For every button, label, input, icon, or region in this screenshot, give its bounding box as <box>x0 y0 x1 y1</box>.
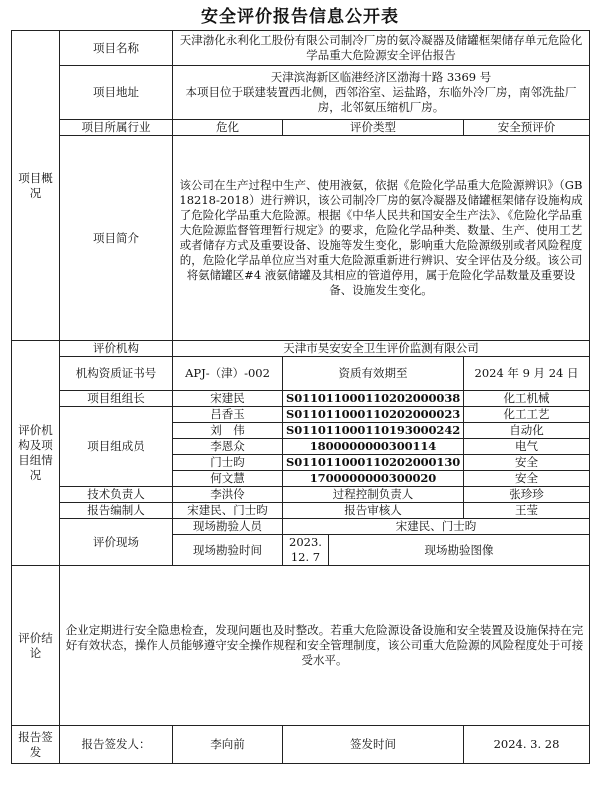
survey-person-label: 现场勘验人员 <box>173 519 283 535</box>
eval-type-label: 评价类型 <box>283 120 464 136</box>
member-code: 1800000000300114 <box>283 439 464 455</box>
section-project-overview-label: 项目概况 <box>18 170 53 200</box>
validity-label: 资质有效期至 <box>283 357 464 391</box>
member-name: 门士昀 <box>173 455 283 471</box>
section-project-overview <box>12 31 60 341</box>
member-field: 化工工艺 <box>464 407 590 423</box>
section-sign-label: 报告签发 <box>18 729 53 759</box>
leader-name: 宋建民 <box>173 391 283 407</box>
survey-image-label: 现场勘验图像 <box>329 535 590 566</box>
member-name: 李恩众 <box>173 439 283 455</box>
tech-lead-label: 技术负责人 <box>60 487 173 503</box>
section-site <box>60 519 173 566</box>
leader-code: S011011000110202000038 <box>283 391 464 407</box>
section-org-label: 评价机构及项目组情况 <box>18 423 53 482</box>
signer-label: 报告签发人： <box>60 726 173 764</box>
section-conclusion <box>12 566 60 726</box>
conclusion-text: 企业定期进行安全隐患检查，发现问题也及时整改。若重大危险源设备设施和安全装置及设施保持在完好有效状态，操作人员能够遵守安全操作规程和安全管理制度，该公司重大危险源的风险程度处于可接受水平。 <box>60 566 590 726</box>
sign-date-label: 签发时间 <box>283 726 464 764</box>
process-lead-label: 过程控制负责人 <box>283 487 464 503</box>
report-table <box>11 30 590 764</box>
section-sign <box>12 726 60 764</box>
signer-value: 李向前 <box>173 726 283 764</box>
member-name: 吕香玉 <box>173 407 283 423</box>
cert-value: APJ-（津）-002 <box>173 357 283 391</box>
project-address-cell <box>173 66 590 120</box>
member-name: 刘 伟 <box>173 423 283 439</box>
reviewer-value: 王莹 <box>464 503 590 519</box>
writer-value: 宋建民、门士昀 <box>173 503 283 519</box>
page-title: 安全评价报告信息公开表 <box>201 7 399 27</box>
member-field: 安全 <box>464 471 590 487</box>
member-field: 安全 <box>464 455 590 471</box>
project-address-value: 天津滨海新区临港经济区渤海十路 3369 号 <box>270 70 492 84</box>
validity-value: 2024 年 9 月 24 日 <box>464 357 590 391</box>
member-code: S011011000110202000130 <box>283 455 464 471</box>
project-name-value: 天津渤化永利化工股份有限公司制冷厂房的氨冷凝器及储罐框架储存单元危险化学品重大危险源安全评估报告 <box>173 31 590 66</box>
member-field: 电气 <box>464 439 590 455</box>
member-field: 自动化 <box>464 423 590 439</box>
project-name-label: 项目名称 <box>60 31 173 66</box>
survey-person-value: 宋建民、门士昀 <box>283 519 590 535</box>
survey-time-value: 2023. 12. 7 <box>283 535 329 566</box>
sign-date-value: 2024. 3. 28 <box>464 726 590 764</box>
industry-value: 危化 <box>173 120 283 136</box>
cert-label: 机构资质证书号 <box>60 357 173 391</box>
eval-type-value: 安全预评价 <box>464 120 590 136</box>
leader-field: 化工机械 <box>464 391 590 407</box>
project-intro-label: 项目简介 <box>60 136 173 341</box>
member-code: 1700000000300020 <box>283 471 464 487</box>
section-conclusion-label: 评价结论 <box>18 630 53 660</box>
section-site-label: 评价现场 <box>93 534 139 549</box>
member-code: S011011000110193000242 <box>283 423 464 439</box>
members-label: 项目组成员 <box>60 407 173 487</box>
reviewer-label: 报告审核人 <box>283 503 464 519</box>
writer-label: 报告编制人 <box>60 503 173 519</box>
member-code: S011011000110202000023 <box>283 407 464 423</box>
agency-label: 评价机构 <box>60 341 173 357</box>
section-org <box>12 341 60 566</box>
tech-lead-value: 李洪伶 <box>173 487 283 503</box>
process-lead-value: 张珍珍 <box>464 487 590 503</box>
industry-label: 项目所属行业 <box>60 120 173 136</box>
project-address-label: 项目地址 <box>60 66 173 120</box>
survey-time-label: 现场勘验时间 <box>173 535 283 566</box>
project-intro-text: 该公司在生产过程中生产、使用液氨，依据《危险化学品重大危险源辨识》（GB 18218-2018）进行辨识，该公司制冷厂房的氨冷凝器及储罐框架储存设施构成了危险化学品重大危险源。根据《中华人民共和国安全生产法》、《危险化学品重大危险源监督管理暂行规定》的要求，危险化学品种类、数量、生产、使用工艺或者储存方式及重要设备、设施等发生变化，影响重大危险源级别或者风险程度的，危险化学品单位应当对重大危险源重新进行辨识、安全评估及分级。该公司将氨储罐区#4 液氨储罐及其相应的管道停用，属于危险化学品数量及重要设备、设施发生变化。 <box>173 136 590 341</box>
project-address-note: 本项目位于联建装置西北侧，西邻浴室、运盐路，东临外冷厂房，南邻洗盐厂房，北邻氨压缩机厂房。 <box>185 85 577 114</box>
leader-label: 项目组组长 <box>60 391 173 407</box>
member-name: 何文慧 <box>173 471 283 487</box>
agency-value: 天津市昊安安全卫生评价监测有限公司 <box>173 341 590 357</box>
